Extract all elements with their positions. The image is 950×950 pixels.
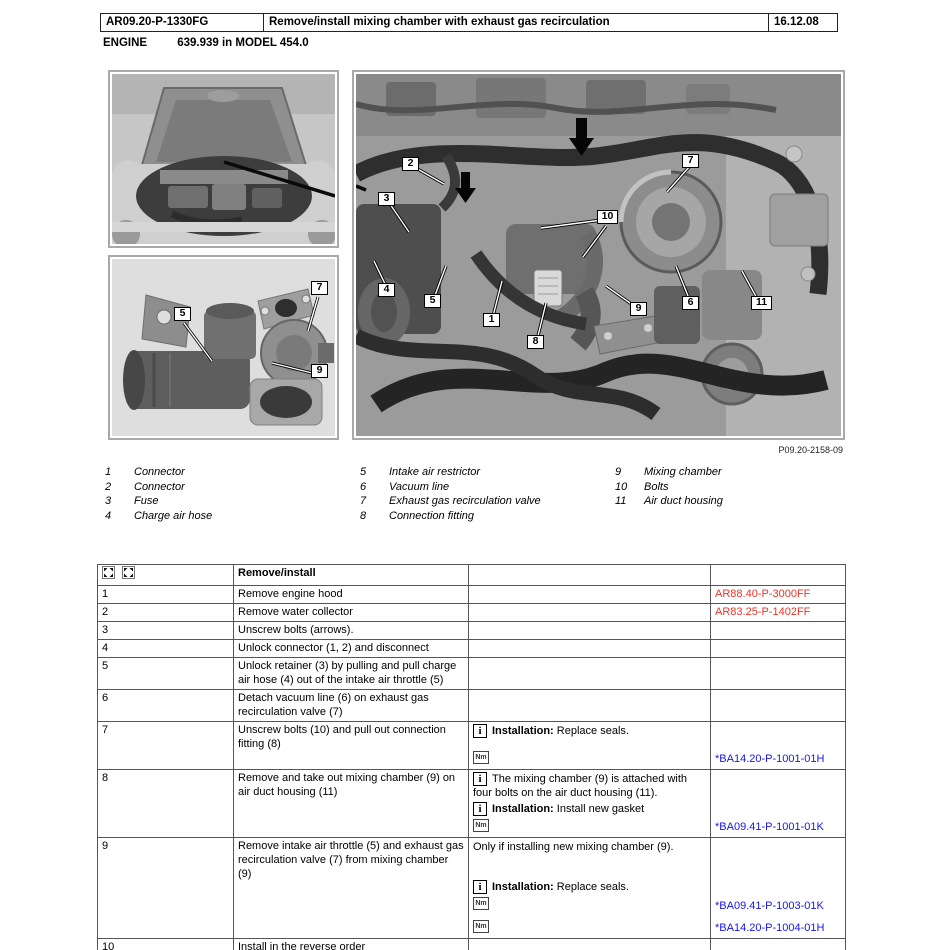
callout-7: 7 bbox=[311, 281, 328, 295]
legend-item: 2 Connector bbox=[105, 480, 185, 493]
step-text: Unlock connector (1, 2) and disconnect bbox=[234, 640, 469, 658]
info-icon: i bbox=[473, 772, 487, 786]
expand-arrows-icon[interactable] bbox=[102, 566, 115, 583]
component-detail-photo bbox=[108, 255, 339, 440]
legend-item: 5 Intake air restrictor bbox=[360, 466, 481, 478]
callout-4: 4 bbox=[378, 283, 395, 297]
step-number: 7 bbox=[98, 722, 234, 770]
vehicle-overview-photo bbox=[108, 70, 339, 248]
info-icon: i bbox=[473, 724, 487, 738]
expand-arrows-icon[interactable] bbox=[122, 566, 135, 583]
legend-item: 1 Connector bbox=[105, 466, 185, 478]
legend-item: 9 Mixing chamber bbox=[615, 466, 722, 478]
document-header bbox=[100, 13, 838, 32]
table-row bbox=[98, 770, 846, 838]
step-number: 8 bbox=[98, 770, 234, 838]
callout-3: 3 bbox=[378, 192, 395, 206]
nm-icon: Nm bbox=[473, 920, 489, 933]
callout-10: 10 bbox=[597, 210, 618, 224]
step-text: Unlock retainer (3) by pulling and pull charge air hose (4) out of the intake air throttle (5) bbox=[234, 658, 469, 690]
table-row bbox=[98, 586, 846, 604]
step-number: 6 bbox=[98, 690, 234, 722]
legend-item: 4 Charge air hose bbox=[105, 509, 213, 522]
figure-caption: P09.20-2158-09 bbox=[778, 445, 843, 455]
step-number: 1 bbox=[98, 586, 234, 604]
step-number: 4 bbox=[98, 640, 234, 658]
torque-reference bbox=[473, 819, 706, 833]
callout-6: 6 bbox=[682, 296, 699, 310]
table-row bbox=[98, 838, 846, 939]
engine-value: 639.939 in MODEL 454.0 bbox=[177, 37, 309, 49]
callout-8: 8 bbox=[527, 335, 544, 349]
table-row bbox=[98, 939, 846, 950]
legend-item: 11 Air duct housing bbox=[615, 495, 723, 507]
callout-11: 11 bbox=[751, 296, 772, 310]
legend-item: 3 Fuse bbox=[105, 495, 159, 507]
info-icon: i bbox=[473, 880, 487, 894]
document-link[interactable]: *BA14.20-P-1004-01H bbox=[715, 922, 825, 934]
legend-item: 8 Connection fitting bbox=[360, 509, 474, 522]
legend-item: 7 Exhaust gas recirculation valve bbox=[360, 495, 541, 507]
document-title: Remove/install mixing chamber with exhaust gas recirculation bbox=[264, 14, 769, 31]
engine-line bbox=[103, 37, 309, 49]
step-text: Remove water collector bbox=[234, 604, 469, 622]
table-header-row bbox=[98, 565, 846, 586]
table-row bbox=[98, 604, 846, 622]
callout-7: 7 bbox=[682, 154, 699, 168]
table-header-label: Remove/install bbox=[234, 565, 469, 586]
table-row bbox=[98, 690, 846, 722]
component-photo-art bbox=[112, 259, 335, 436]
step-info bbox=[469, 838, 711, 939]
legend-column-2 bbox=[360, 465, 615, 523]
step-text: Install in the reverse order bbox=[234, 939, 469, 950]
document-link[interactable]: *BA09.41-P-1003-01K bbox=[715, 900, 824, 912]
nm-icon: Nm bbox=[473, 751, 489, 764]
legend-item: 6 Vacuum line bbox=[360, 480, 450, 493]
callout-5: 5 bbox=[174, 307, 191, 321]
torque-reference bbox=[473, 897, 706, 911]
step-number: 10 bbox=[98, 939, 234, 950]
table-row bbox=[98, 622, 846, 640]
legend bbox=[105, 465, 845, 523]
torque-reference bbox=[473, 751, 706, 765]
step-text: Detach vacuum line (6) on exhaust gas recirculation valve (7) bbox=[234, 690, 469, 722]
document-link[interactable]: *BA09.41-P-1001-01K bbox=[715, 821, 824, 833]
step-number: 3 bbox=[98, 622, 234, 640]
installation-note: i Installation: Replace seals. bbox=[473, 880, 706, 894]
engine-photo-art bbox=[356, 74, 841, 436]
nm-icon: Nm bbox=[473, 819, 489, 832]
document-link[interactable]: *BA14.20-P-1001-01H bbox=[715, 753, 825, 765]
callout-1: 1 bbox=[483, 313, 500, 327]
table-row bbox=[98, 722, 846, 770]
step-info bbox=[469, 722, 711, 770]
step-number: 9 bbox=[98, 838, 234, 939]
step-info bbox=[469, 770, 711, 838]
legend-column-3 bbox=[615, 465, 845, 523]
table-row bbox=[98, 640, 846, 658]
step-number: 5 bbox=[98, 658, 234, 690]
nm-icon: Nm bbox=[473, 897, 489, 910]
legend-item: 10 Bolts bbox=[615, 480, 669, 493]
step-text: Remove and take out mixing chamber (9) on air duct housing (11) bbox=[234, 770, 469, 838]
step-number: 2 bbox=[98, 604, 234, 622]
callout-5: 5 bbox=[424, 294, 441, 308]
info-note: i The mixing chamber (9) is attached with four bolts on the air duct housing (11). bbox=[473, 773, 688, 799]
installation-note: i Installation: Install new gasket bbox=[473, 802, 706, 816]
engine-detail-photo bbox=[352, 70, 845, 440]
callout-9: 9 bbox=[630, 302, 647, 316]
installation-note: i Installation: Replace seals. bbox=[473, 724, 706, 738]
step-text: Unscrew bolts (10) and pull out connection fitting (8) bbox=[234, 722, 469, 770]
step-text: Remove engine hood bbox=[234, 586, 469, 604]
procedure-table bbox=[97, 564, 846, 950]
step-text: Unscrew bolts (arrows). bbox=[234, 622, 469, 640]
document-number: AR09.20-P-1330FG bbox=[101, 14, 264, 31]
callout-9: 9 bbox=[311, 364, 328, 378]
legend-column-1 bbox=[105, 465, 360, 523]
table-row bbox=[98, 658, 846, 690]
info-icon: i bbox=[473, 802, 487, 816]
document-link[interactable]: AR83.25-P-1402FF bbox=[715, 606, 811, 618]
condition-note: Only if installing new mixing chamber (9). bbox=[473, 841, 674, 853]
callout-2: 2 bbox=[402, 157, 419, 171]
torque-reference bbox=[473, 920, 706, 934]
step-text: Remove intake air throttle (5) and exhaust gas recirculation valve (7) from mixing chamber (9) bbox=[234, 838, 469, 939]
vehicle-photo-art bbox=[112, 74, 335, 244]
document-link[interactable]: AR88.40-P-3000FF bbox=[715, 588, 811, 600]
document-date: 16.12.08 bbox=[774, 16, 819, 28]
engine-label: ENGINE bbox=[103, 37, 148, 49]
